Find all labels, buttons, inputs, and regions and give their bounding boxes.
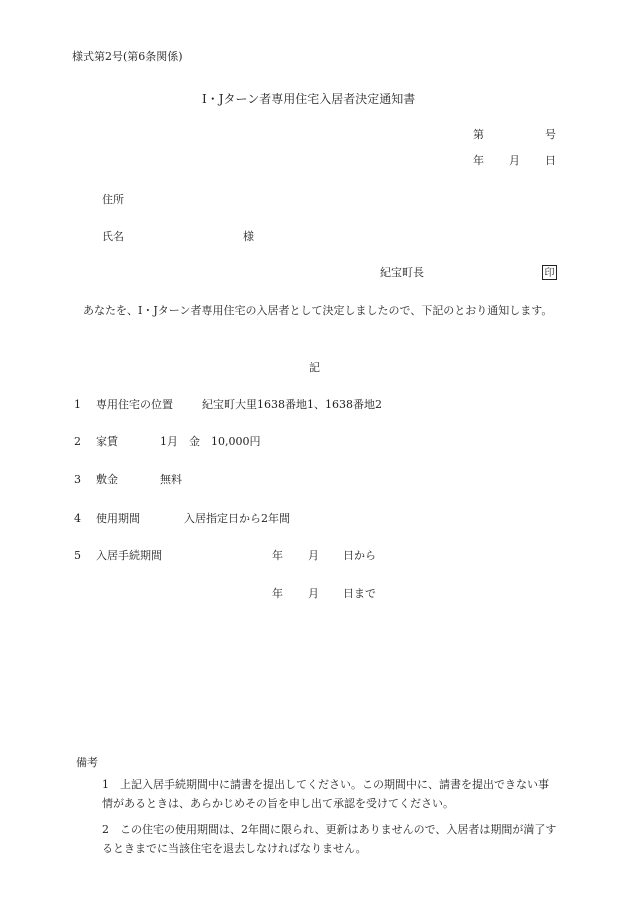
body-paragraph: あなたを、I・Jターン者専用住宅の入居者として決定しましたので、下記のとおり通知します。: [83, 304, 553, 317]
period-to-day: 日まで: [343, 587, 376, 600]
period-to-month: 月: [308, 587, 319, 600]
name-label: 氏名: [102, 230, 124, 243]
item-number: 5: [74, 549, 81, 562]
ki-heading: 記: [309, 361, 320, 374]
item-number: 4: [74, 512, 81, 525]
item-number: 2: [74, 435, 81, 448]
date-month: 月: [509, 154, 520, 167]
doc-number-prefix: 第: [473, 128, 484, 141]
remark-number: 1: [102, 778, 109, 791]
item-label: 敷金: [96, 473, 118, 486]
item-value: 1月 金 10,000円: [160, 435, 261, 448]
period-from-year: 年: [272, 549, 283, 562]
date-year: 年: [473, 154, 484, 167]
period-from-day: 日から: [343, 549, 376, 562]
item-label: 専用住宅の位置: [96, 398, 173, 411]
remark-text: この住宅の使用期間は、2年間に限られ、更新はありませんので、入居者は期間が満了するときまでに当該住宅を退去しなければなりません。: [102, 823, 557, 855]
doc-number-suffix: 号: [545, 128, 556, 141]
item-label: 入居手続期間: [96, 549, 162, 562]
item-number: 3: [74, 473, 81, 486]
item-label: 使用期間: [96, 512, 140, 525]
document-title: I・Jターン者専用住宅入居者決定通知書: [202, 92, 416, 106]
period-from-month: 月: [308, 549, 319, 562]
form-label: 様式第2号(第6条関係): [72, 50, 183, 63]
remark-text: 上記入居手続期間中に請書を提出してください。この期間中に、請書を提出できない事情があるときは、あらかじめその旨を申し出て承認を受けてください。: [102, 778, 549, 810]
issuer: 紀宝町長: [380, 266, 424, 279]
item-number: 1: [74, 398, 81, 411]
honorific: 様: [243, 230, 254, 243]
remarks-title: 備考: [76, 756, 98, 769]
address-label: 住所: [102, 193, 124, 206]
seal-mark: 印: [542, 265, 557, 280]
item-label: 家賃: [96, 435, 118, 448]
date-day: 日: [545, 154, 556, 167]
period-to-year: 年: [272, 587, 283, 600]
item-value: 紀宝町大里1638番地1、1638番地2: [202, 398, 382, 411]
item-value: 入居指定日から2年間: [184, 512, 290, 525]
item-value: 無料: [160, 473, 182, 486]
remark-number: 2: [102, 823, 109, 836]
